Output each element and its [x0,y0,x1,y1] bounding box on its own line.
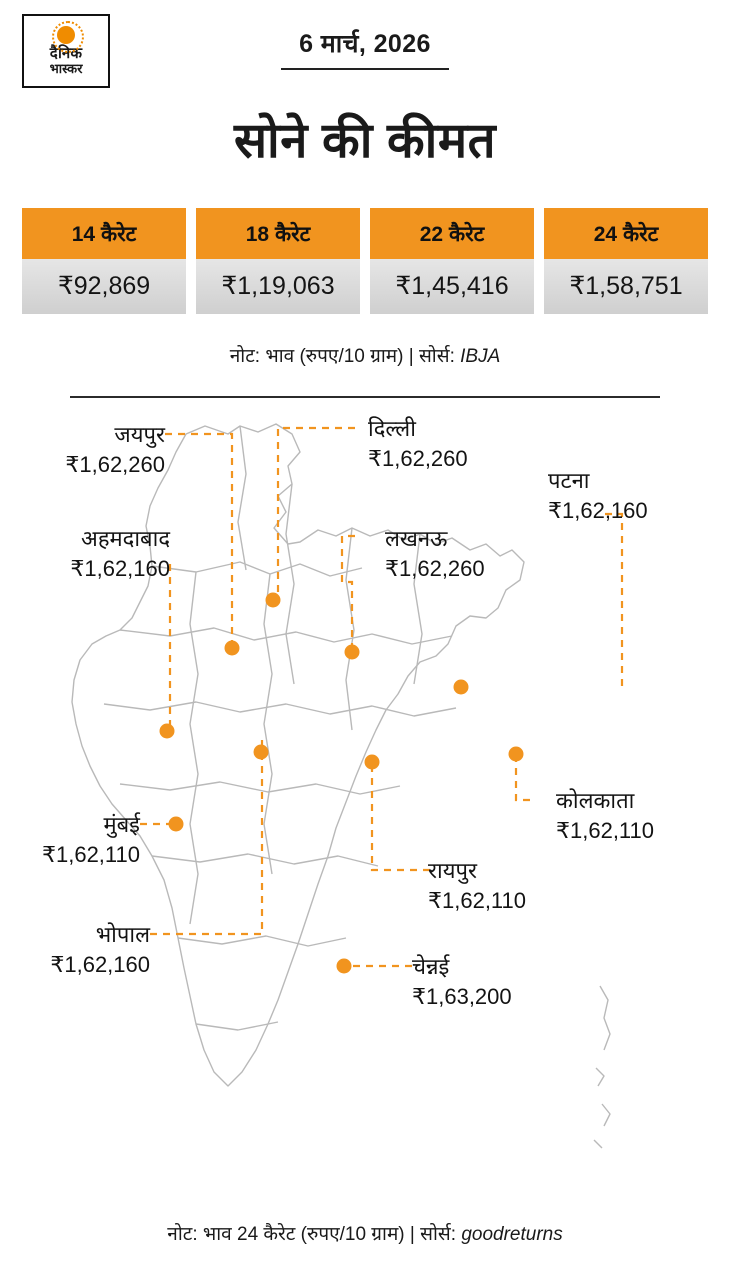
map-label-jaipur [20,420,165,481]
karat-column-14 [22,208,186,314]
date-text: 6 मार्च, 2026 [281,26,449,70]
karat-column-18 [196,208,360,314]
map-dot-raipur [365,755,380,770]
map-label-mumbai-price: ₹1,62,110 [41,842,140,868]
note-top-text: नोट: भाव (रुपए/10 ग्राम) | सोर्स: [229,346,461,367]
map-label-chennai-price: ₹1,63,200 [412,984,512,1010]
map-label-delhi [368,414,468,475]
map-label-jaipur-city: जयपुर [114,422,165,447]
karat-column-22 [370,208,534,314]
map-label-ahmedabad-price: ₹1,62,160 [70,556,170,582]
brand-line1: दैनिक [49,44,83,62]
karat-header-24: 24 कैरेट [544,208,708,259]
note-bottom-text: नोट: भाव 24 कैरेट (रुपए/10 ग्राम) | सोर्स: [167,1224,462,1245]
map-label-bhopal-city: भोपाल [95,922,150,947]
map-label-mumbai-city: मुंबई [103,812,140,837]
brand-line2: भास्कर [49,60,83,76]
karat-table [0,208,730,314]
map-label-patna [548,466,648,527]
karat-value-24: ₹1,58,751 [544,259,708,314]
map-dot-mumbai [169,817,184,832]
map-dot-bhopal [254,745,269,760]
map-dot-jaipur [225,641,240,656]
date-line [0,26,730,70]
karat-value-22: ₹1,45,416 [370,259,534,314]
karat-value-14: ₹92,869 [22,259,186,314]
map-label-delhi-price: ₹1,62,260 [368,446,468,472]
karat-value-18: ₹1,19,063 [196,259,360,314]
map-label-chennai [412,952,512,1013]
section-divider [70,396,660,398]
map-label-raipur-city: रायपुर [428,858,477,883]
note-bottom [0,1220,730,1246]
map-label-patna-city: पटना [548,468,590,493]
karat-header-14: 14 कैरेट [22,208,186,259]
india-map [0,404,730,1164]
map-label-ahmedabad-city: अहमदाबाद [81,526,170,551]
map-label-bhopal [0,920,150,981]
map-label-delhi-city: दिल्ली [368,416,416,441]
map-label-ahmedabad [8,524,170,585]
map-label-patna-price: ₹1,62,160 [548,498,648,524]
map-label-lucknow [385,524,485,585]
map-label-raipur [428,856,526,917]
map-label-kolkata-price: ₹1,62,110 [556,818,655,844]
map-label-lucknow-city: लखनऊ [385,526,448,551]
page-title: सोने की कीमत [233,114,497,168]
header [0,0,730,100]
map-dot-lucknow [345,645,360,660]
map-dot-patna [454,680,469,695]
map-label-lucknow-price: ₹1,62,260 [385,556,485,582]
note-bottom-source: goodreturns [461,1224,563,1245]
map-label-mumbai [0,810,140,871]
note-top-source: IBJA [460,346,501,367]
map-label-jaipur-price: ₹1,62,260 [65,452,165,478]
map-dot-delhi [266,593,281,608]
map-dot-ahmedabad [160,724,175,739]
map-label-kolkata [556,786,654,847]
map-label-bhopal-price: ₹1,62,160 [50,952,150,978]
map-dot-kolkata [509,747,524,762]
map-label-raipur-price: ₹1,62,110 [428,888,527,914]
karat-column-24 [544,208,708,314]
karat-header-22: 22 कैरेट [370,208,534,259]
map-label-kolkata-city: कोलकाता [556,788,635,813]
note-top [0,342,730,368]
map-label-chennai-city: चेन्नई [412,954,450,979]
karat-header-18: 18 कैरेट [196,208,360,259]
map-dot-chennai [337,959,352,974]
